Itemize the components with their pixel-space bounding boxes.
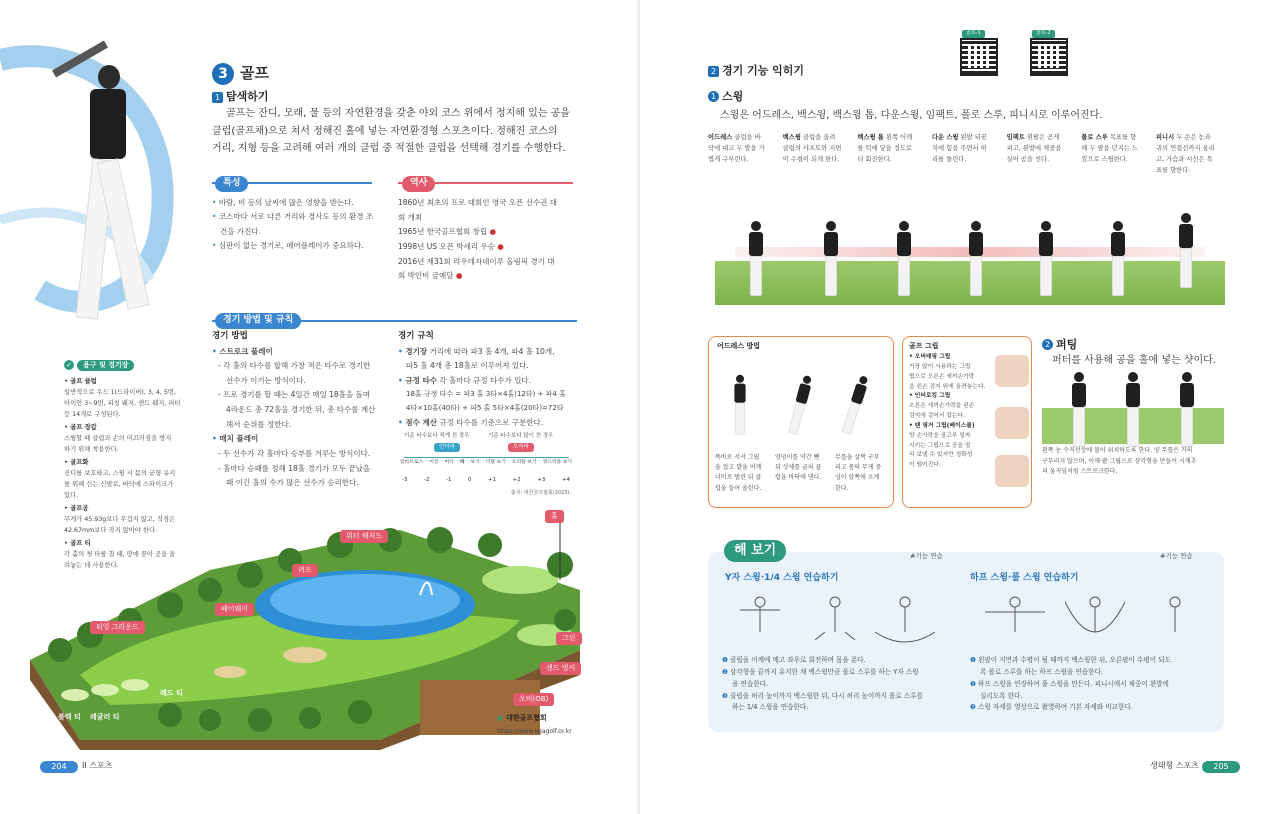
- feature-item: 건을 가진다.: [220, 226, 261, 236]
- swing-phase-descriptions: [708, 132, 1224, 176]
- step-2-icon: ❷: [970, 679, 976, 688]
- address-photo-3: [837, 374, 873, 439]
- intro-line: 골프는 잔디, 모래, 물 등의 자연환경을 갖춘 야외 코스 위에서 정지해 있는 공을: [226, 108, 570, 119]
- match-play-title: • 매치 플레이: [212, 432, 392, 447]
- chapter-name-right: 생태형 스포츠: [1150, 761, 1199, 770]
- par-rule: • 규정 타수 각 홀마다 규정 타수가 있다.: [398, 374, 578, 389]
- phase-finish: 피니시 두 손은 눈과 귀의 연결선까지 올리 고, 가슴과 시선은 목 표를 향한다.: [1155, 134, 1215, 175]
- ten-finger-grip-photo: [995, 455, 1029, 487]
- grip-name: • 인터로킹 그립: [909, 393, 951, 400]
- equipment-title: 용구 및 경기장: [77, 360, 134, 371]
- tag-regular-tee: 레귤러 티: [90, 713, 120, 721]
- practice-step: ❶ 클럽을 어깨에 메고 좌우로 회전하며 몸을 푼다.: [722, 656, 866, 664]
- par-rule-cont: 4타×10홀(40타) + 파5 홀 5타×4홀(20타)=72타: [406, 404, 564, 413]
- tag-sand-bunker: 샌드 벙커: [540, 662, 581, 675]
- phase-follow-through: 폴로 스루 목표를 향 해 두 팔을 던지는 느 낌으로 스윙한다.: [1081, 134, 1138, 164]
- practice-tag-left: #기능 연습: [910, 552, 943, 560]
- section-number: 3: [212, 63, 234, 85]
- swing-sequence-photo: [715, 195, 1225, 305]
- address-caption-1: 똑바로 서서 그립 을 잡고 발을 어깨 너비로 벌린 뒤 클 럽을 들어 올린다.: [715, 454, 762, 492]
- putting-photo: [1042, 372, 1224, 444]
- overlapping-grip-photo: [995, 355, 1029, 387]
- feature-item: • 코스마다 서로 다른 거리와 경사도 등의 환경 조: [212, 210, 382, 224]
- step-1-icon: ❶: [722, 656, 728, 664]
- match-play-text: - 두 선수가 각 홀마다 승부를 겨루는 방식이다. - 홀마다 승패를 정해 18홀 경기가 모두 끝났을 때 이긴 홀의 수가 많은 선수가 승리한다.: [218, 448, 371, 488]
- golfer-impact: [1035, 221, 1057, 299]
- stroke-play-text: - 각 홀의 타수를 합해 가장 적은 타수로 경기한 선수가 이기는 방식이다. - 프로 경기를 할 때는 4일간 매일 18홀을 돌며 4라운드 총 72홀을 경기한 뒤, 총 타수를 계산 해서 순위를 정한다.: [218, 361, 376, 429]
- address-box-title: 어드레스 방법: [717, 342, 761, 350]
- putting-caption: 왼쪽 눈 수직선상에 볼이 위치하도록 한다. 양 무릎은 거의 구부리지 않으며, 어깨·팔·그립으로 삼각형을 만들어 시계추 의 움직임처럼 스트로크한다.: [1042, 447, 1197, 475]
- tag-fairway: 페어웨이: [215, 603, 254, 616]
- equipment-name: • 골프화: [64, 457, 204, 468]
- address-photo-2: [783, 374, 816, 439]
- under-par-label: 언더파: [434, 443, 460, 452]
- practice-tag-right: #기능 연습: [1160, 552, 1193, 560]
- tag-teeing-ground: 티잉 그라운드: [90, 621, 145, 634]
- qr-label-1: 골프-1: [962, 30, 985, 38]
- swing-intro: 스윙은 어드레스, 백스윙, 백스윙 톱, 다운스윙, 임팩트, 폴로 스루, 피니시로 이루어진다.: [720, 110, 1103, 121]
- scale-source: 출처: 대한골프협회(2023).: [510, 490, 571, 496]
- features-list: [212, 196, 382, 253]
- putting-number: 2: [1042, 339, 1053, 350]
- tag-rough: 러프: [292, 564, 318, 577]
- phase-address: 어드레스 클럽을 바 닥에 대고 두 발을 가 볍게 구부린다.: [708, 134, 765, 164]
- practice-left-title: Y자 스윙·1/4 스윙 연습하기: [725, 573, 839, 583]
- practice-step: ❸ 클럽을 허리 높이까지 백스윙한 뒤, 다시 허리 높이까지 폴로 스루를: [722, 691, 923, 700]
- korea-flag-icon: ●: [489, 227, 496, 237]
- grip-name: • 오버래핑 그립: [909, 354, 951, 360]
- score-rule: • 점수 계산 규정 타수를 기준으로 구분한다.: [398, 416, 578, 431]
- putting-golfer-1: [1068, 372, 1090, 450]
- practice-step: ❶ 왼팔이 지면과 수평이 될 때까지 백스윙한 뒤, 오른팔이 수평이 되도: [970, 656, 1171, 664]
- step-3-icon: ❸: [970, 703, 976, 712]
- history-item: 회 개최: [398, 212, 423, 222]
- golfer-downswing: [965, 221, 987, 299]
- equipment-name: • 골프공: [64, 503, 204, 514]
- swing-heading: [708, 88, 743, 105]
- scale-terms: 알바트로스 이글 버디 파 보기 더블 보기 트리플 보기 쿼드러플 보기: [400, 460, 572, 465]
- history-item: 1998년 US 오픈 박세리 우승 ●: [398, 241, 504, 251]
- golfer-backswing-top: [893, 221, 915, 299]
- kga-url[interactable]: https://www.kgagolf.or.kr: [497, 728, 572, 735]
- tag-red-tee: 레드 티: [160, 689, 183, 697]
- golfer-follow-through: [1107, 221, 1129, 299]
- swing-title: 스윙: [722, 90, 744, 103]
- explore-heading: [212, 88, 269, 105]
- methods-heading: 경기 방법: [212, 331, 248, 341]
- step-1-icon: ❶: [970, 656, 976, 664]
- page-number-left: 204: [40, 761, 78, 773]
- chapter-name-left: II 스포츠: [82, 761, 113, 770]
- features-label: 특성: [215, 176, 248, 192]
- tag-green: 그린: [556, 632, 582, 645]
- putting-golfer-3: [1176, 372, 1198, 450]
- equipment-icon: ✓: [64, 360, 74, 370]
- tag-hole: 홀: [545, 510, 564, 523]
- skill-heading: [708, 62, 804, 79]
- tag-water-hazard: 워터 해저드: [340, 530, 388, 543]
- stroke-play-title: • 스트로크 플레이: [212, 345, 392, 360]
- phase-backswing: 백스윙 클럽을 올려 클럽의 샤프트와 지면 이 수평이 되게 한다.: [782, 134, 842, 164]
- methods-label: 경기 방법 및 규칙: [215, 313, 301, 329]
- rules-column: [398, 328, 578, 430]
- equipment-name: • 골프 장갑: [64, 422, 204, 433]
- history-item: 2016년 제31회 리우데자네이루 올림픽 경기 대: [398, 256, 555, 266]
- practice-left-illustration: [735, 592, 935, 647]
- scale-axis: [404, 457, 569, 458]
- korea-flag-icon: ●: [455, 271, 463, 281]
- feature-item: • 심판이 없는 경기로, 페어플레이가 중요하다.: [212, 239, 382, 253]
- step-2-icon: ❷: [722, 667, 728, 676]
- golfer-backswing: [820, 221, 842, 299]
- explore-title: 탐색하기: [226, 90, 269, 103]
- step-3-icon: ❸: [722, 691, 728, 700]
- qr-label-2: 골프-2: [1032, 30, 1055, 38]
- tag-out-of-bounds: 오비(OB): [513, 693, 554, 706]
- grip-list: • 오버래핑 그립 가장 많이 사용하는 그립 법으로 오른손 새끼손가락 을 왼손 검지 위에 올려놓는다. • 인터로킹 그립 오른손 새끼손가락을 왼손 검지에 걸어서 잡는다. • 텐 핑거 그립(베이스볼) 양 손가락을 골고루 밀착 시키는 그립으로 공을 멀 리 보낼 수 있지만 정확성 이 떨어진다.: [909, 353, 995, 471]
- equipment-name: • 골프 티: [64, 538, 204, 549]
- skill-title: 경기 기능 익히기: [722, 64, 805, 77]
- golfer-address: [745, 221, 767, 299]
- scale-under-caption: 기준 타수보다 적게 친 경우: [404, 433, 470, 439]
- interlocking-grip-photo: [995, 407, 1029, 439]
- kga-credit: ◉ 대한골프협회: [497, 714, 547, 722]
- address-photo-1: [731, 375, 749, 437]
- address-caption-3: 무릎을 살짝 구부 리고 몸의 무게 중 심이 앞쪽에 오게 한다.: [835, 454, 882, 492]
- grip-box-title: 골프 그립: [909, 342, 939, 350]
- golfer-finish: [1175, 213, 1197, 291]
- golfer-photo: [40, 45, 160, 330]
- over-par-label: 오버파: [508, 443, 534, 452]
- course-rule: • 경기장 거리에 따라 파3 홀 4개, 파4 홀 10개,: [398, 345, 578, 360]
- putting-intro: 퍼터를 사용해 공을 홀에 넣는 샷이다.: [1052, 355, 1216, 366]
- equipment-list: • 골프 클럽 일반적으로 우드 1(드라이버), 3, 4, 5번, 아이언 3~9번, 피칭 웨지, 샌드 웨지, 퍼터 등 14개로 구성된다. • 골프 장갑 스윙할 때 클럽과 손의 미끄러짐을 방지 하기 위해 착용한다. • 골프화 진디를 보호하고, 스윙 시 몸의 균형 유지 를 위해 신는 신발로, 바닥에 스파이크가 있다. • 골프공 무게가 45.93g보다 무겁지 않고, 직경은 42.67mm보다 작지 않아야 한다. • 골프 티 각 홀의 첫 타를 칠 때, 땅에 꽂아 공을 올 려놓는 데 사용한다.: [64, 376, 204, 571]
- korea-flag-icon: ●: [497, 241, 504, 251]
- golf-grip-box: [902, 336, 1032, 508]
- practice-right-steps: ❶ 왼팔이 지면과 수평이 될 때까지 백스윙한 뒤, 오른팔이 수평이 되도 록 폴로 스루를 하는 하프 스윙을 연습한다. ❷ 하프 스윙을 연장하여 풀 스윙을 만든다. 피니시에서 체중이 왼발에 실리도록 한다. ❸ 스윙 자세를 영상으로 촬영하여 기본 자세와 비교한다.: [970, 655, 1220, 714]
- putting-golfer-2: [1122, 372, 1144, 450]
- equipment-heading: [64, 360, 134, 371]
- history-label: 역사: [402, 176, 435, 192]
- history-list: [398, 196, 576, 284]
- scale-over-caption: 기준 타수보다 많이 친 경우: [488, 433, 554, 439]
- explore-number: 1: [212, 92, 223, 103]
- practice-right-title: 하프 스윙·풀 스윙 연습하기: [970, 573, 1079, 583]
- grip-name: • 텐 핑거 그립(베이스볼): [909, 422, 975, 429]
- swing-number: 1: [708, 91, 719, 102]
- practice-right-illustration: [985, 592, 1205, 647]
- kga-logo-icon: ◉: [497, 714, 504, 722]
- feature-item: • 바람, 비 등의 날씨에 많은 영향을 받는다.: [212, 196, 382, 210]
- qr-code-2[interactable]: [1030, 38, 1068, 76]
- section-title: 골프: [240, 64, 269, 82]
- tag-black-tee: 블랙 티: [58, 713, 81, 721]
- address-caption-2: 엉덩이를 약간 뺀 뒤 상체를 굽혀 클 럽을 바닥에 댄다.: [775, 454, 822, 482]
- practice-left-steps: ❶ 클럽을 어깨에 메고 좌우로 회전하며 몸을 푼다. ❷ 삼각형을 끝까지 유지한 채 백스윙만큼 폴로 스루를 하는 Y자 스윙 을 연습한다. ❸ 클럽을 허리 높이까지 백스윙한 뒤, 다시 허리 높이까지 폴로 스루를 하는 1/4 스윙을 연습한다.: [722, 655, 957, 714]
- phase-backswing-top: 백스윙 톱 왼쪽 어깨 를 턱에 닿을 정도로 더 회전한다.: [857, 134, 913, 164]
- page-number-right: 205: [1202, 761, 1240, 773]
- section-heading: [212, 62, 269, 85]
- rules-heading: 경기 규칙: [398, 331, 434, 341]
- practice-badge: 해 보기: [724, 540, 786, 562]
- score-scale: [400, 432, 575, 504]
- right-page: [640, 0, 1280, 814]
- practice-step: ❸ 스윙 자세를 영상으로 촬영하여 기본 자세와 비교한다.: [970, 703, 1133, 712]
- phase-downswing: 다운 스윙 왼발 뒤꿈 치에 힘을 주면서 허 리를 돌린다.: [931, 134, 987, 164]
- skill-number: 2: [708, 66, 719, 77]
- equipment-name: • 골프 클럽: [64, 376, 204, 387]
- history-item: 회 박인비 금메달 ●: [398, 271, 463, 281]
- history-item: 1860년 최초의 프로 대회인 영국 오픈 선수권 대: [398, 198, 557, 207]
- scale-values: -3 -2 -1 0 +1 +2 +3 +4: [402, 477, 570, 483]
- intro-line: 클럽(골프채)으로 쳐서 정해진 홀에 넣는 자연환경형 스포츠이다. 정해진 코스의: [212, 125, 558, 137]
- address-method-box: [708, 336, 894, 508]
- intro-paragraph: [212, 105, 577, 158]
- intro-line: 거리, 지형 등을 고려해 여러 개의 클럽 중 적절한 클럽을 선택해 경기를 수행한다.: [212, 143, 566, 154]
- putting-heading: [1042, 336, 1077, 353]
- history-item: 1965년 한국골프협회 창립 ●: [398, 227, 496, 237]
- methods-column: [212, 328, 392, 491]
- course-rule-cont: 파5 홀 4개 총 18홀로 이루어져 있다.: [406, 361, 529, 371]
- putting-title: 퍼팅: [1056, 338, 1078, 351]
- practice-step: ❷ 삼각형을 끝까지 유지한 채 백스윙만큼 폴로 스루를 하는 Y자 스윙: [722, 667, 919, 676]
- practice-step: ❷ 하프 스윙을 연장하여 풀 스윙을 만든다. 피니시에서 체중이 왼발에: [970, 679, 1169, 688]
- qr-code-1[interactable]: [960, 38, 998, 76]
- phase-impact: 임팩트 왼팔은 곧게 펴고, 왼발에 체중을 실어 공을 친다.: [1006, 134, 1062, 164]
- par-rule-cont: 18홀 규정 타수 = 파3 홀 3타×4홀(12타) + 파4 홀: [406, 390, 566, 399]
